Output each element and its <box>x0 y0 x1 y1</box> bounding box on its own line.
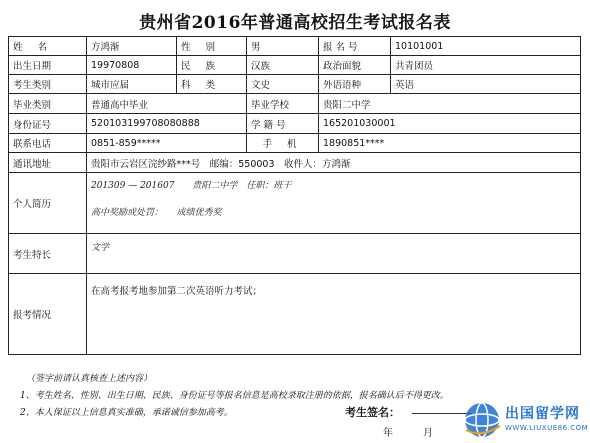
ethnic-label: 民 族 <box>177 56 247 75</box>
note-line: 2、本人保证以上信息真实准确，承诺诚信参加高考。 <box>20 408 233 418</box>
subject-label: 科 类 <box>177 75 247 94</box>
mobile-value: 1890851**** <box>319 134 581 153</box>
form-row <box>9 56 581 75</box>
status-value: 165201030001 <box>319 114 581 134</box>
category-label: 考生类别 <box>9 75 87 94</box>
name-value: 方鸿渐 <box>87 37 177 56</box>
registration-form <box>8 36 581 355</box>
month-label: 月 <box>423 428 463 439</box>
form-row <box>9 75 581 94</box>
note-line: 1、考生姓名、性别、出生日期、民族、身份证号等报名信息是高校录取注册的依据，报名确认后不得更改。 <box>20 391 449 401</box>
gender-value: 男 <box>247 37 319 56</box>
resume-value <box>87 173 581 234</box>
regno-value: 10101001 <box>391 37 581 56</box>
form-title: 贵州省2016年普通高校招生考试报名表 <box>139 13 451 33</box>
status-label: 学 籍 号 <box>247 114 319 134</box>
form-row <box>9 153 581 173</box>
school-value: 贵阳二中学 <box>319 94 581 114</box>
resume-label: 个人简历 <box>9 173 87 234</box>
mobile-label: 手 机 <box>247 134 319 153</box>
note-line: （签字前请认真核查上述内容） <box>26 374 153 384</box>
watermark-url: WWW.LIUXUE86.COM <box>505 424 589 432</box>
regno-label: 报 名 号 <box>319 37 391 56</box>
id-value: 520103199708080888 <box>87 114 247 134</box>
category-value: 城市应届 <box>87 75 177 94</box>
watermark-name: 出国留学网 <box>505 406 580 422</box>
specialty-label: 考生特长 <box>9 234 87 274</box>
form-row <box>9 37 581 56</box>
id-label: 身份证号 <box>9 114 87 134</box>
gradtype-label: 毕业类别 <box>9 94 87 114</box>
specialty-value: 文学 <box>87 234 581 274</box>
gender-label: 性 别 <box>177 37 247 56</box>
form-row <box>9 173 581 234</box>
language-label: 外语语种 <box>319 75 391 94</box>
year-label: 年 <box>383 428 423 439</box>
political-label: 政治面貌 <box>319 56 391 75</box>
phone-value: 0851-859***** <box>87 134 247 153</box>
exam-value: 在高考报考地参加第二次英语听力考试； <box>87 274 581 355</box>
signature-date <box>383 424 463 439</box>
birth-value: 19970808 <box>87 56 177 75</box>
ethnic-value: 汉族 <box>247 56 319 75</box>
resume-line: 201309 — 201607 贵阳二中学 任职：班干 <box>91 181 292 191</box>
phone-label: 联系电话 <box>9 134 87 153</box>
form-row <box>9 134 581 153</box>
form-row <box>9 94 581 114</box>
form-row <box>9 234 581 274</box>
name-label: 姓 名 <box>9 37 87 56</box>
resume-line: 高中奖励或处罚： 成绩优秀奖 <box>91 208 222 218</box>
address-value: 贵阳市云岩区浣纱路***号 邮编：550003 收件人：方鸿渐 <box>87 153 581 173</box>
gradtype-value: 普通高中毕业 <box>87 94 247 114</box>
subject-value: 文史 <box>247 75 319 94</box>
form-row <box>9 274 581 355</box>
form-row <box>9 114 581 134</box>
exam-label: 报考情况 <box>9 274 87 355</box>
language-value: 英语 <box>391 75 581 94</box>
birth-label: 出生日期 <box>9 56 87 75</box>
school-label: 毕业学校 <box>247 94 319 114</box>
signature-label: 考生签名： <box>345 406 400 419</box>
address-label: 通讯地址 <box>9 153 87 173</box>
political-value: 共青团员 <box>391 56 581 75</box>
